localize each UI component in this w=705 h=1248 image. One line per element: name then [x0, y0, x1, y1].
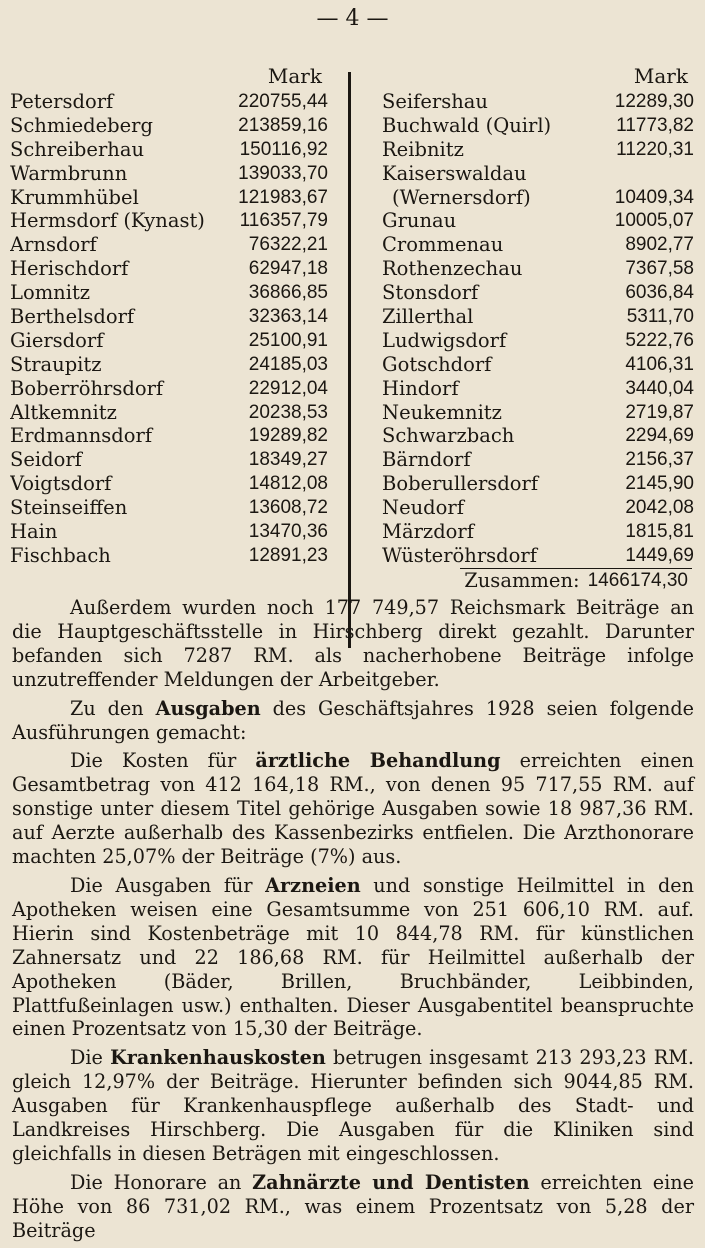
table-row — [382, 114, 694, 138]
table-row — [382, 257, 694, 281]
table-row — [10, 544, 328, 568]
table-row — [10, 162, 328, 186]
place-name: Buchwald (Quirl) — [382, 113, 552, 137]
amount-value: 14812,08 — [248, 473, 328, 495]
table-row — [382, 520, 694, 544]
amount-value: 12891,23 — [248, 544, 328, 566]
amount-value: 213859,16 — [238, 114, 328, 136]
table-row — [382, 401, 694, 425]
amount-value: 20238,53 — [248, 401, 328, 423]
place-name: Voigtsdorf — [10, 472, 112, 496]
amount-value: 10409,34 — [614, 186, 694, 208]
total-row — [382, 569, 694, 593]
amount-value: 4106,31 — [625, 353, 694, 375]
place-name: Arnsdorf — [10, 233, 97, 257]
table-row — [10, 472, 328, 496]
paragraph — [12, 596, 694, 692]
amount-value: 25100,91 — [248, 329, 328, 351]
place-name: (Wernersdorf) — [392, 185, 531, 209]
amount-value: 2042,08 — [625, 497, 694, 519]
place-name: Berthelsdorf — [10, 305, 135, 329]
table-row — [10, 209, 328, 233]
place-name: Schmiedeberg — [10, 113, 153, 137]
table-row — [10, 281, 328, 305]
amount-value: 11773,82 — [616, 114, 694, 136]
text-run: Die Honorare an — [70, 1170, 253, 1194]
place-name: Märzdorf — [382, 520, 474, 544]
table-row — [10, 90, 328, 114]
place-name: Kaiserswaldau — [382, 161, 527, 185]
amount-value: 5222,76 — [625, 329, 694, 351]
emphasis-term: Krankenhauskosten — [110, 1046, 326, 1070]
place-name: Herischdorf — [10, 257, 129, 281]
amount-value: 6036,84 — [625, 282, 694, 304]
table-row — [382, 305, 694, 329]
amount-value: 2156,37 — [625, 449, 694, 471]
total-label: Zusammen: — [464, 568, 580, 592]
column-divider — [348, 72, 351, 648]
table-row — [382, 186, 694, 210]
place-name: Bärndorf — [382, 448, 471, 472]
report-text — [12, 596, 694, 1248]
table-row — [10, 329, 328, 353]
amount-value: 150116,92 — [239, 138, 328, 160]
amount-value: 1449,69 — [625, 544, 694, 566]
place-name: Petersdorf — [10, 90, 114, 113]
table-row — [10, 401, 328, 425]
text-run: betrugen insgesamt 213 293,23 RM. gleich 12,97% der Beiträge. Hierunter befinden sich 9044,85 RM. Ausgaben für Krankenhauspflege außerhalb des Stadt- und Landkreises Hirschberg. Die Ausgaben für die Kliniken sind gleichfalls in diesen Beträgen mit eingeschlossen. — [12, 1046, 694, 1165]
amount-value: 24185,03 — [248, 353, 328, 375]
table-row — [382, 138, 694, 162]
place-name: Ludwigsdorf — [382, 328, 507, 352]
text-run: Außerdem wurden noch 177 749,57 Reichsmark Beiträge an die Hauptgeschäftsstelle in Hirschberg direkt gezahlt. Darunter befanden sich 7287 RM. als nacherhobene Beiträge infolge unzutreffender Meldungen der Arbeitgeber. — [12, 596, 694, 691]
place-name: Boberröhrsdorf — [10, 376, 164, 400]
amount-value: 220755,44 — [238, 91, 328, 112]
amount-value: 3440,04 — [625, 377, 694, 399]
amount-value: 19289,82 — [248, 425, 328, 447]
amount-value: 10005,07 — [614, 210, 694, 232]
place-name: Seifershau — [382, 90, 488, 113]
amount-value: 32363,14 — [248, 306, 328, 328]
table-row — [10, 353, 328, 377]
paragraph — [12, 749, 694, 869]
emphasis-term: Zahnärzte und Dentisten — [252, 1170, 530, 1194]
amount-value: 139033,70 — [238, 162, 328, 184]
table-row — [10, 377, 328, 401]
place-name: Erdmannsdorf — [10, 424, 153, 448]
right-column — [382, 62, 694, 593]
table-row — [10, 448, 328, 472]
table-row — [382, 233, 694, 257]
amount-value: 1815,81 — [625, 521, 694, 543]
place-name: Fischbach — [10, 543, 111, 567]
amount-value: 2719,87 — [625, 401, 694, 423]
amount-value: 11220,31 — [616, 138, 694, 160]
text-run: Die — [70, 1046, 111, 1070]
place-name: Stonsdorf — [382, 281, 479, 305]
place-name: Zillerthal — [382, 305, 474, 329]
unit-label-left: Mark — [267, 64, 322, 88]
place-name: Schwarzbach — [382, 424, 515, 448]
amount-value: 12289,30 — [614, 91, 694, 112]
table-row — [10, 186, 328, 210]
amount-value: 76322,21 — [248, 234, 328, 256]
text-run: erreichten einen Gesamtbetrag von 412 164,18 RM., von denen 95 717,55 RM. auf sonstige unter diesem Titel gehörige Ausgaben sowie 18 987,36 RM. auf Aerzte außerhalb des Kassenbezirks entfielen. Die Arzthonorare machten 25,07% der Beiträge (7%) aus. — [12, 749, 694, 869]
unit-label-right: Mark — [633, 64, 688, 88]
text-run: und sonstige Heilmittel in den Apotheken weisen eine Gesamtsumme von 251 606,10 RM. auf. Hierin sind Kostenbeträge mit 10 844,78 RM. für künstlichen Zahnersatz und 22 186,68 RM. für Heilmittel außerhalb der Apotheken (Bäder, Brillen, Bruchbänder, Leibbinden, Plattfußeinlagen usw.) enthalten. Dieser Ausgabentitel beanspruchte einen Prozentsatz von 15,30 der Beiträge. — [12, 873, 694, 1041]
amount-value: 62947,18 — [248, 258, 328, 280]
paragraph — [12, 1046, 694, 1166]
text-run: erreichten eine Höhe von 86 731,02 RM., was einem Prozentsatz von 5,28 der Beiträge — [12, 1170, 694, 1242]
text-run: Die Ausgaben für — [70, 873, 266, 897]
table-row — [10, 257, 328, 281]
amount-value: 2145,90 — [625, 473, 694, 495]
place-name: Hindorf — [382, 376, 459, 400]
place-name: Giersdorf — [10, 328, 104, 352]
table-row — [382, 209, 694, 233]
amount-value: 2294,69 — [625, 425, 694, 447]
amount-value: 13608,72 — [248, 497, 328, 519]
table-row — [382, 424, 694, 448]
place-name: Lomnitz — [10, 281, 91, 305]
amount-value: 5311,70 — [626, 306, 694, 328]
paragraph — [12, 874, 694, 1041]
text-run: des Geschäftsjahres 1928 seien folgende Ausführungen gemacht: — [12, 696, 695, 744]
table-row — [10, 520, 328, 544]
place-name: Neudorf — [382, 496, 464, 520]
amount-value: 36866,85 — [248, 282, 328, 304]
place-name: Schreiberhau — [10, 137, 145, 161]
text-run: Die Kosten für — [70, 749, 256, 773]
table-row — [382, 448, 694, 472]
place-name: Steinseiffen — [10, 496, 128, 520]
place-name: Hain — [10, 520, 58, 544]
place-name: Altkemnitz — [10, 400, 117, 424]
amount-value: 8902,77 — [625, 234, 694, 256]
amount-value: 18349,27 — [248, 449, 328, 471]
table-row — [382, 496, 694, 520]
emphasis-term: ärztliche Behandlung — [255, 749, 501, 773]
table-row — [10, 305, 328, 329]
place-name: Gotschdorf — [382, 352, 492, 376]
table-row — [382, 544, 694, 568]
place-name: Hermsdorf (Kynast) — [10, 209, 205, 233]
amount-value: 7367,58 — [625, 258, 694, 280]
contributions-table — [0, 62, 705, 592]
total-amount: 1466174,30 — [587, 569, 688, 591]
table-row — [382, 472, 694, 496]
table-row — [10, 114, 328, 138]
place-name: Warmbrunn — [10, 161, 128, 185]
place-name: Crommenau — [382, 233, 504, 257]
place-name: Seidorf — [10, 448, 82, 472]
table-row — [382, 281, 694, 305]
table-row — [10, 424, 328, 448]
paragraph — [12, 697, 694, 745]
amount-value: 121983,67 — [238, 186, 328, 208]
table-row — [382, 90, 694, 114]
amount-value: 22912,04 — [248, 377, 328, 399]
amount-value: 13470,36 — [248, 521, 328, 543]
place-name: Grunau — [382, 209, 457, 233]
left-column — [10, 62, 328, 568]
emphasis-term: Arzneien — [265, 873, 361, 897]
place-name: Krummhübel — [10, 185, 139, 209]
text-run: Zu den — [70, 696, 156, 720]
place-name: Rothenzechau — [382, 257, 523, 281]
place-name: Boberullersdorf — [382, 472, 539, 496]
amount-value: 116357,79 — [239, 210, 328, 232]
table-row — [382, 329, 694, 353]
table-row — [382, 162, 694, 186]
emphasis-term: Ausgaben — [155, 696, 261, 720]
place-name: Straupitz — [10, 352, 102, 376]
table-row — [10, 138, 328, 162]
place-name: Wüsteröhrsdorf — [382, 543, 537, 567]
place-name: Neukemnitz — [382, 400, 502, 424]
page-number: — 4 — — [316, 6, 389, 31]
table-row — [10, 233, 328, 257]
table-row — [382, 377, 694, 401]
paragraph — [12, 1171, 694, 1243]
table-row — [382, 353, 694, 377]
place-name: Reibnitz — [382, 137, 464, 161]
table-row — [10, 496, 328, 520]
